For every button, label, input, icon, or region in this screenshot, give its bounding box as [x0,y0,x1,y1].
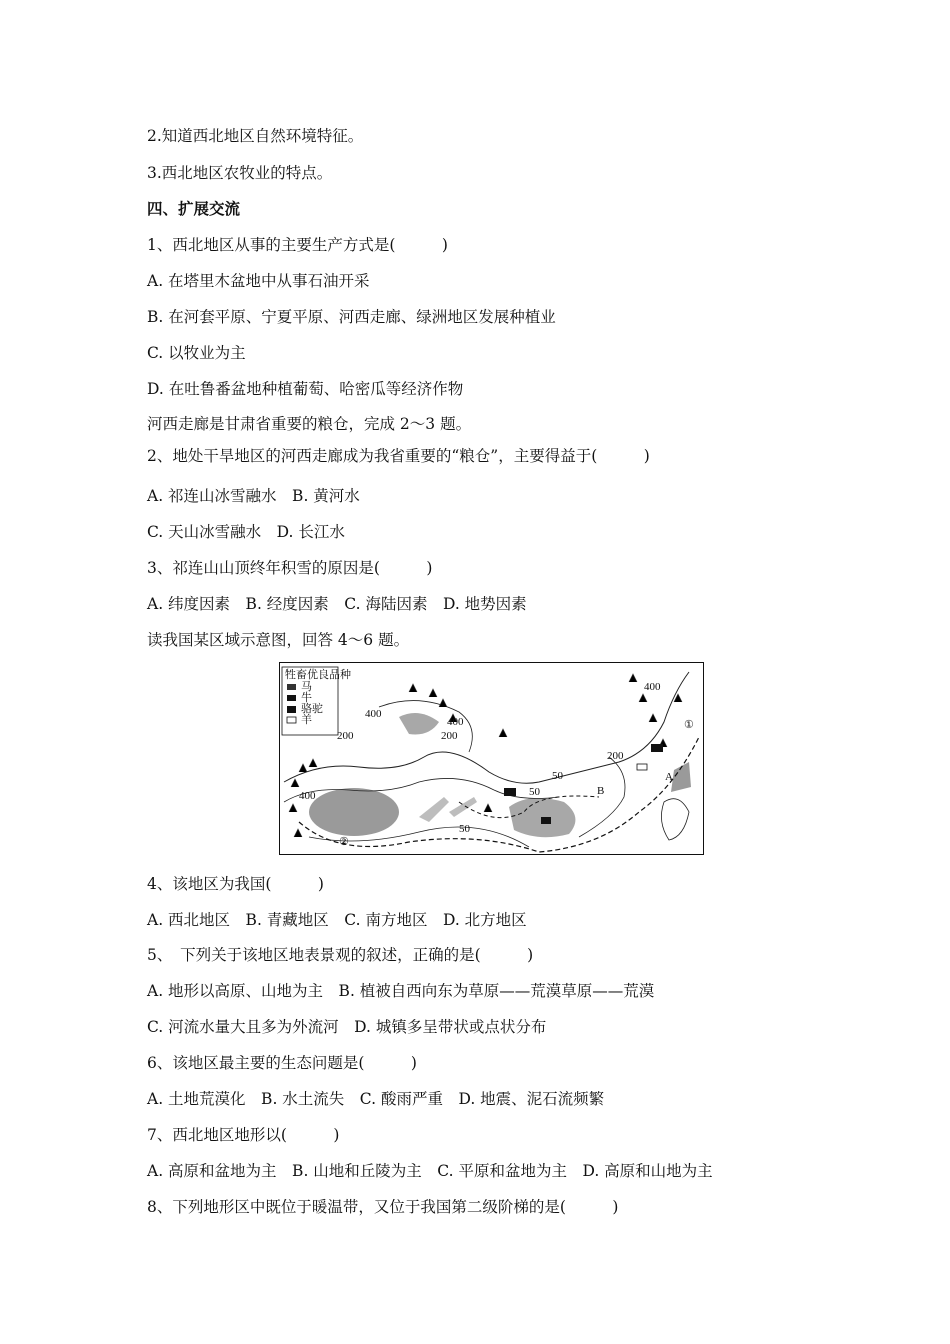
horse-icon [287,684,296,690]
marker-2: ② [339,836,349,848]
basin-west [309,788,399,836]
camel-icon [504,788,516,796]
q4-options: A. 西北地区 B. 青藏地区 C. 南方地区 D. 北方地区 [147,911,527,929]
question-7: 7、西北地区地形以( ) [147,1126,340,1144]
cattle-icon [651,744,663,752]
camel-icon [541,817,551,824]
contour-label: 50 [529,786,540,798]
contour-label: 200 [337,730,354,742]
q1-option-a: A. 在塔里木盆地中从事石油开采 [147,272,370,290]
question-4: 4、该地区为我国( ) [147,875,324,893]
question-1: 1、西北地区从事的主要生产方式是( ) [147,236,448,254]
question-3: 3、祁连山山顶终年积雪的原因是( ) [147,559,433,577]
contour-label: 200 [441,730,458,742]
contour-label: 200 [607,750,624,762]
contour-label: 400 [365,708,382,720]
cattle-icon [287,695,296,701]
q7-options: A. 高原和盆地为主 B. 山地和丘陵为主 C. 平原和盆地为主 D. 高原和山地为主 [147,1162,713,1180]
contour-label: 400 [447,716,464,728]
question-2: 2、地处干旱地区的河西走廊成为我省重要的“粮仓”，主要得益于( ) [147,447,650,465]
point-a-label: A [665,771,673,783]
q5-options-ab: A. 地形以高原、山地为主 B. 植被自西向东为草原——荒漠草原——荒漠 [147,982,655,1000]
marker-1: ① [684,719,694,731]
q2-options-ab: A. 祁连山冰雪融水 B. 黄河水 [147,487,360,505]
q3-options: A. 纬度因素 B. 经度因素 C. 海陆因素 D. 地势因素 [147,595,527,613]
region-map [279,662,704,855]
q2-options-cd: C. 天山冰雪融水 D. 长江水 [147,523,345,541]
legend-camel: 骆驼 [301,703,323,715]
q5-options-cd: C. 河流水量大且多为外流河 D. 城镇多呈带状或点状分布 [147,1018,547,1036]
q6-options: A. 土地荒漠化 B. 水土流失 C. 酸雨严重 D. 地震、泥石流频繁 [147,1090,605,1108]
point-b-label: B [597,785,605,797]
q1-option-d: D. 在吐鲁番盆地种植葡萄、哈密瓜等经济作物 [147,380,464,398]
q1-option-b: B. 在河套平原、宁夏平原、河西走廊、绿洲地区发展种植业 [147,308,556,326]
question-6: 6、该地区最主要的生态问题是( ) [147,1054,417,1072]
line-2: 3.西北地区农牧业的特点。 [147,164,333,182]
contour-label: 50 [459,823,470,835]
legend-title: 牲畜优良品种 [285,669,351,681]
line-1: 2.知道西北地区自然环境特征。 [147,127,364,145]
legend-horse: 马 [301,681,312,693]
camel-icon [287,706,296,713]
legend-cattle: 牛 [301,692,312,704]
intro-4-6: 读我国某区域示意图，回答 4～6 题。 [147,631,410,649]
legend-sheep: 羊 [301,714,312,726]
contour-label: 400 [644,681,661,693]
intro-2-3: 河西走廊是甘肃省重要的粮仓，完成 2～3 题。 [147,415,472,433]
contour-label: 400 [299,790,316,802]
section-heading: 四、扩展交流 [147,200,241,218]
question-8: 8、下列地形区中既位于暖温带，又位于我国第二级阶梯的是( ) [147,1198,619,1216]
q1-option-c: C. 以牧业为主 [147,344,246,362]
contour-label: 50 [552,770,563,782]
question-5: 5、 下列关于该地区地表景观的叙述，正确的是( ) [147,946,534,964]
